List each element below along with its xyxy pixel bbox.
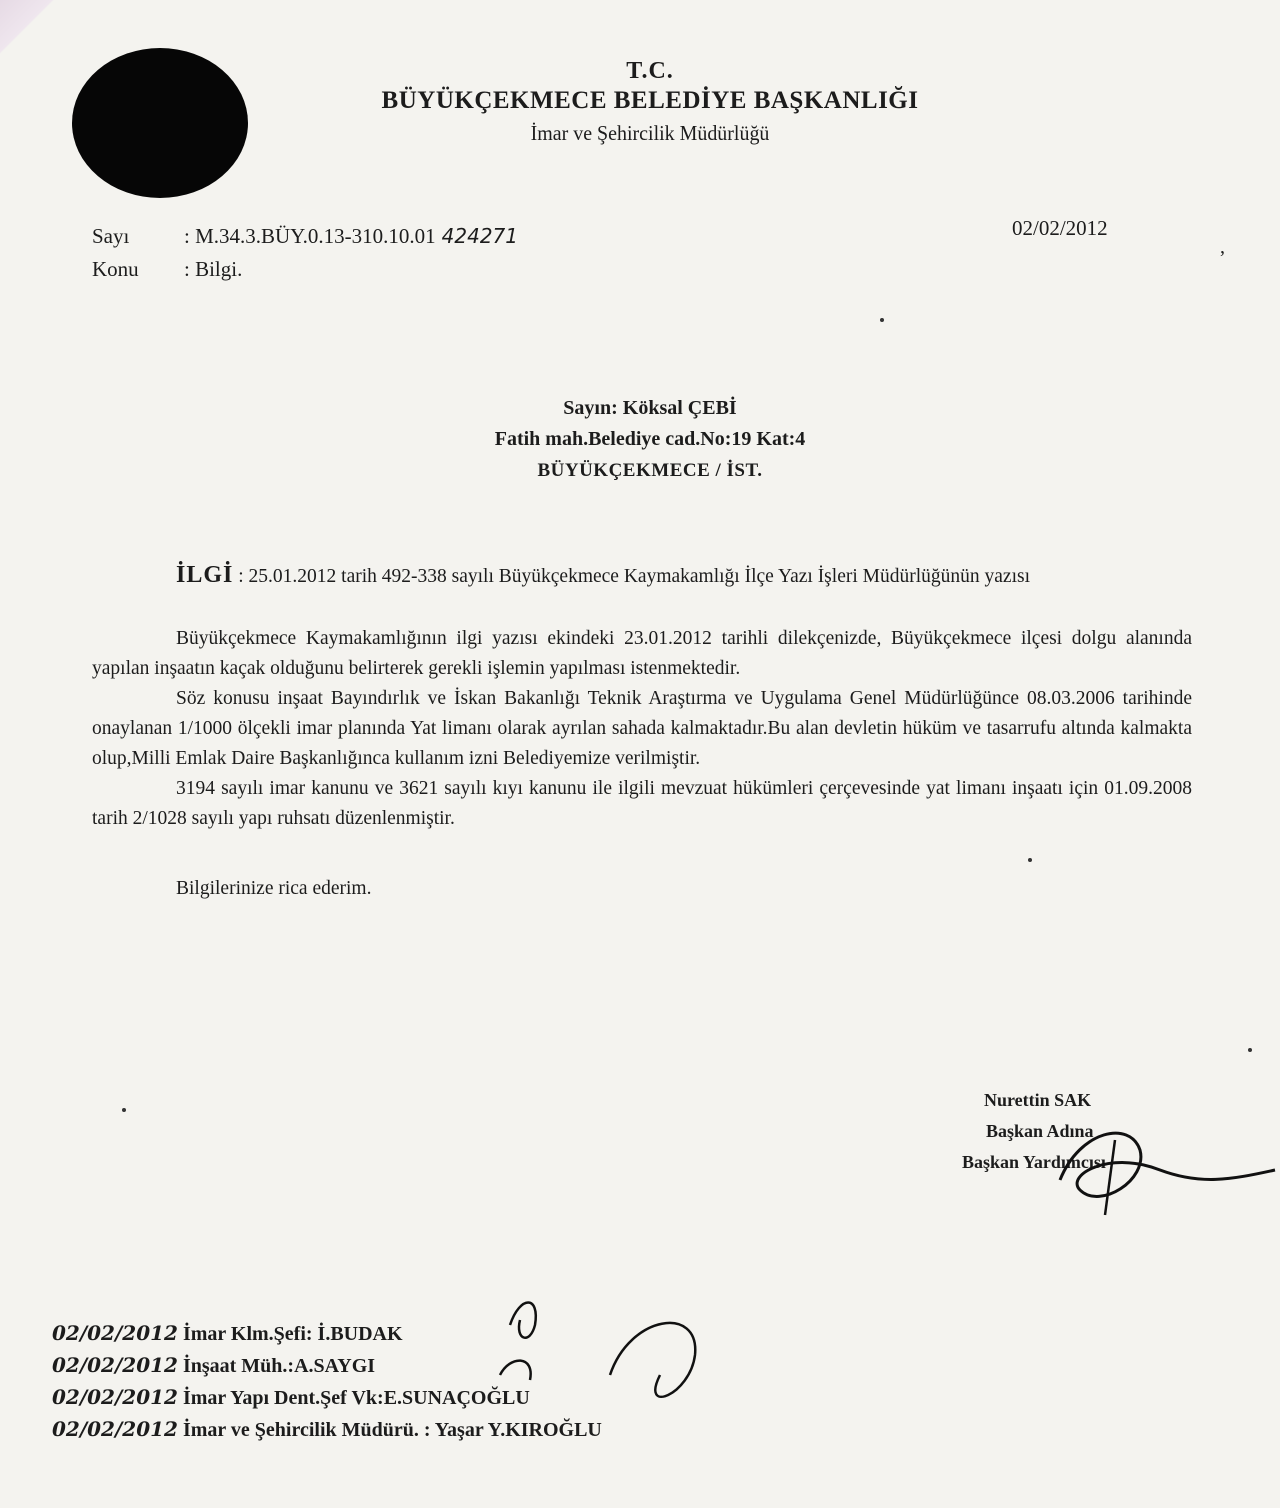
speck	[122, 1108, 126, 1112]
handwritten-signature	[1020, 1110, 1280, 1230]
addressee-address: Fatih mah.Belediye cad.No:19 Kat:4	[494, 428, 806, 450]
initial-text: İmar ve Şehircilik Müdürü. : Yaşar Y.KIROĞLU	[182, 1419, 602, 1441]
letterhead	[330, 58, 970, 146]
body-paragraph-1: Büyükçekmece Kaymakamlığının ilgi yazısı ekindeki 23.01.2012 tarihli dilekçenizde, Büyükçekmece ilçesi dolgu alanında yapılan inşaatın kaçak olduğunu belirterek gerekli işlemin yapılması istenmektedir.	[92, 628, 1192, 679]
konu-label: Konu	[92, 257, 139, 281]
sayi-row	[92, 220, 518, 253]
addressee-name: Sayın: Köksal ÇEBİ	[563, 397, 737, 419]
letterhead-department: İmar ve Şehircilik Müdürlüğü	[530, 121, 770, 145]
letterhead-organization: BÜYÜKÇEKMECE BELEDİYE BAŞKANLIĞI	[381, 87, 919, 114]
body-paragraph-2: Söz konusu inşaat Bayındırlık ve İskan Bakanlığı Teknik Araştırma ve Uygulama Genel Müdürlüğünce 08.03.2006 tarihinde onaylanan 1/1000 ölçekli imar planında Yat limanı olarak ayrılan sahada kalmaktadır.Bu alan devletin hüküm ve tasarrufu altında kalmakta olup,Milli Emlak Daire Başkanlığınca kullanım izni Belediyemize verilmiştir.	[92, 688, 1192, 769]
body-paragraph-3: 3194 sayılı imar kanunu ve 3621 sayılı kıyı kanunu ile ilgili mevzuat hükümleri çerçevesinde yat limanı inşaatı için 01.09.2008 tarih 2/1028 sayılı yapı ruhsatı düzenlenmiştir.	[92, 778, 1192, 829]
document-meta	[92, 220, 518, 286]
konu-row	[92, 253, 518, 286]
ilgi-text: : 25.01.2012 tarih 492-338 sayılı Büyükçekmece Kaymakamlığı İlçe Yazı İşleri Müdürlüğünün yazısı	[233, 566, 1030, 587]
initials-signature	[490, 1285, 730, 1435]
redacted-seal	[72, 48, 248, 198]
sayi-label: Sayı	[92, 224, 130, 248]
document-date: 02/02/2012	[1012, 216, 1108, 240]
letter-body	[92, 560, 1192, 904]
signatory-name: Nurettin SAK	[984, 1090, 1092, 1110]
paper-corner-fold	[0, 0, 80, 80]
letterhead-tc: T.C.	[626, 58, 674, 84]
ilgi-label: İLGİ	[176, 562, 234, 588]
initial-date: 02/02/2012	[52, 1353, 178, 1377]
initial-date: 02/02/2012	[52, 1385, 178, 1409]
speck	[880, 318, 884, 322]
ilgi-paragraph	[92, 560, 1192, 592]
konu-value: : Bilgi.	[184, 257, 243, 281]
sayi-handwritten-number: 424271	[441, 224, 518, 248]
closing-line: Bilgilerinize rica ederim.	[176, 878, 372, 899]
pen-mark: ,	[1220, 236, 1225, 258]
signatory-title-2: Başkan Yardımcısı	[962, 1152, 1106, 1172]
speck	[1028, 858, 1032, 862]
initial-date: 02/02/2012	[52, 1321, 178, 1345]
initial-text: İmar Klm.Şefi: İ.BUDAK	[182, 1323, 403, 1345]
addressee-block	[440, 393, 860, 486]
signatory-title-1: Başkan Adına	[986, 1121, 1094, 1141]
speck	[1248, 1048, 1252, 1052]
initial-text: İmar Yapı Dent.Şef Vk:E.SUNAÇOĞLU	[182, 1387, 530, 1409]
initial-date: 02/02/2012	[52, 1417, 178, 1441]
sayi-value: : M.34.3.BÜY.0.13-310.10.01	[184, 224, 436, 248]
addressee-city: BÜYÜKÇEKMECE / İST.	[537, 460, 763, 481]
initial-text: İnşaat Müh.:A.SAYGI	[182, 1355, 376, 1377]
